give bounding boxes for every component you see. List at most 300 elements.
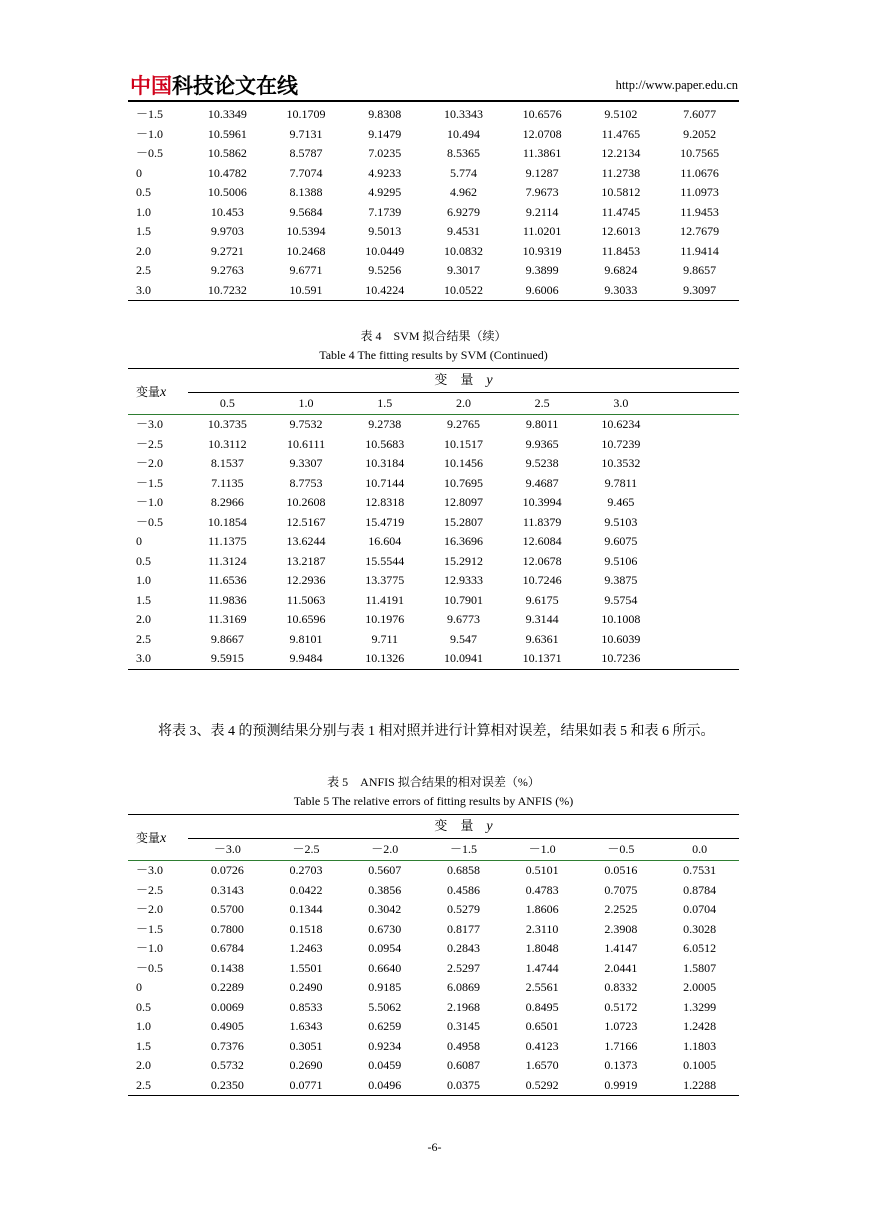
table-row [128,571,739,591]
table-cell: 0.2289 [210,980,244,994]
table-cell: 10.1371 [503,649,582,669]
table-cell: 10.6039 [601,631,641,646]
table-cell: 9.3017 [446,263,480,277]
table-row [128,261,739,281]
table-cell: 9.5684 [289,204,323,219]
table-cell [660,571,739,591]
table-cell: 9.5915 [188,649,267,669]
table-cell: 12.0678 [522,553,562,568]
table-cell: 0.0069 [210,999,244,1014]
table-cell: 1.8048 [525,941,559,955]
table-row [128,281,739,301]
table-row [128,959,739,979]
table-cell: 9.9484 [267,649,346,669]
table4-y-label: 变 量 y [188,369,739,393]
table-cell: 0.6730 [368,921,402,936]
table-cell: 0.8533 [289,999,323,1014]
table-cell: 10.7901 [443,592,483,607]
table-cell: 1.7166 [604,1038,638,1053]
table-cell: 9.7532 [289,417,323,431]
table-cell: 10.1976 [365,612,405,626]
header-url[interactable]: http://www.paper.edu.cn [615,78,738,92]
table-cell: 9.2763 [210,263,244,277]
column-header: 1.5 [345,393,424,415]
row-x-value: －3.0 [136,417,164,431]
table-cell: 2.1968 [446,999,480,1014]
table-cell: 0.3028 [683,921,717,936]
row-x-value: 0.5 [136,999,151,1014]
table-cell: 0.5732 [210,1058,244,1072]
table-row [128,610,739,630]
table-cell: 1.1803 [683,1038,717,1053]
table-cell: 11.1375 [208,534,247,548]
table-cell: 0.3145 [446,1019,480,1033]
column-header: 3.0 [582,393,661,415]
table-cell: 9.6771 [289,263,323,277]
table-cell: 8.7753 [289,475,323,490]
row-x-value: －0.5 [136,146,164,160]
row-x-value: 2.0 [136,1058,151,1072]
table-cell: 0.1373 [604,1058,638,1072]
table-cell: 10.5961 [207,126,247,141]
table-cell: 0.5172 [604,999,638,1014]
row-x-value: －2.5 [136,882,164,897]
table-cell: 9.7131 [289,126,323,141]
table-cell: 10.1456 [443,456,483,470]
table-cell: 9.2114 [525,204,559,219]
table-cell: 15.2807 [443,514,483,529]
table-cell: 9.8101 [289,631,323,646]
table-cell: 9.5013 [368,224,402,238]
column-header: －1.0 [503,839,582,861]
row-x-value: －0.5 [136,960,164,975]
table-cell: 0.1005 [683,1058,717,1072]
table-row [128,164,739,184]
table-cell: 9.6361 [525,631,559,646]
table-row [128,1056,739,1076]
table-row [128,474,739,494]
table-cell: 16.604 [368,534,402,548]
table-cell: 12.2134 [601,146,641,160]
table-cell: 0.5700 [210,902,244,916]
table-cell: 9.711 [371,631,399,646]
table-cell: 11.3861 [522,146,562,160]
table-cell: 11.9453 [680,204,719,219]
table-cell: 9.2738 [368,417,402,431]
table-cell: 9.5238 [525,456,559,470]
table-row [128,435,739,455]
table-cell: 10.494 [446,126,480,141]
table-cell: 16.3696 [443,534,483,548]
column-header [660,393,739,415]
table-cell: 12.6013 [601,224,641,238]
table-cell: 10.1517 [443,436,483,451]
table-cell: 10.9319 [522,243,562,258]
table-cell: 0.5292 [503,1076,582,1096]
row-x-value: 0.5 [136,553,151,568]
table-cell: 10.591 [267,281,346,301]
table-cell: 10.7565 [680,146,720,160]
table-cell: 10.1326 [345,649,424,669]
table5-header [128,814,739,861]
row-x-value: 1.5 [136,224,151,238]
table-row [128,552,739,572]
table-cell [660,474,739,494]
table-cell: 9.7811 [604,475,638,490]
table-cell: 1.5501 [289,960,323,975]
table-cell: 12.8318 [365,495,405,509]
column-header: 2.5 [503,393,582,415]
table-cell: 9.3144 [525,612,559,626]
table3-continued [128,105,739,301]
row-x-value: －1.0 [136,941,164,955]
table-row [128,242,739,262]
header-rule [128,100,739,102]
table-cell: 0.9185 [368,980,402,994]
table-cell: 8.1537 [210,456,244,470]
table-cell: 10.1008 [601,612,641,626]
table-row [128,591,739,611]
table-cell: 0.7075 [604,882,638,897]
table-cell: 11.6536 [208,573,247,587]
row-x-value: 0 [136,980,142,994]
table-row [128,978,739,998]
table-row [128,1076,739,1096]
table-cell: 9.8308 [368,107,402,121]
table-cell: 10.3349 [207,107,247,121]
table-cell: 1.8606 [525,902,559,916]
table4-x-label: 变量x [128,369,188,415]
table-cell: 10.5812 [601,185,641,199]
table-cell: 7.0235 [368,146,402,160]
column-header: 0.5 [188,393,267,415]
row-x-value: －0.5 [136,514,164,529]
column-header: －3.0 [188,839,267,861]
table-row [128,881,739,901]
table-cell: 9.1287 [525,165,559,180]
table-row [128,513,739,533]
table-cell: 2.2525 [604,902,638,916]
table-cell: 12.6084 [522,534,562,548]
table-cell [660,532,739,552]
table-cell [660,513,739,533]
row-x-value: 3.0 [128,649,188,669]
table-cell [660,454,739,474]
table-row [128,1037,739,1057]
table-cell: 11.4765 [601,126,641,141]
table-cell: 9.5102 [604,107,638,121]
table4-body [128,415,739,670]
table4-caption-en: Table 4 The fitting results by SVM (Continued) [319,348,548,362]
table-cell: 0.8495 [525,999,559,1014]
table-cell: 0.4905 [210,1019,244,1033]
table-cell: 9.8667 [210,631,244,646]
row-x-value: 2.0 [136,243,151,258]
table-cell: 0.6087 [446,1058,480,1072]
table-cell: 4.9233 [368,165,402,180]
table-cell: 1.6343 [289,1019,323,1033]
table-cell: 1.5807 [683,960,717,975]
table-cell: 2.3110 [525,921,559,936]
table-cell: 12.7679 [680,224,720,238]
row-x-value: 1.0 [136,1019,151,1033]
table-cell: 10.7695 [443,475,483,490]
table-cell: 0.9919 [582,1076,661,1096]
table-cell: 10.2468 [286,243,326,258]
table-cell: 2.5297 [446,960,480,975]
table-cell: 0.8177 [446,921,480,936]
table-cell: 9.465 [607,495,635,509]
table-cell: 10.2608 [286,495,326,509]
table-cell: 9.5106 [604,553,638,568]
table-cell: 9.4687 [525,475,559,490]
table-cell: 10.3532 [601,456,641,470]
table-cell: 1.4147 [604,941,638,955]
table-cell: 0.7376 [210,1038,244,1053]
table-cell: 0.7800 [210,921,244,936]
table-cell: 10.0941 [424,649,503,669]
table-cell: 0.2350 [188,1076,267,1096]
table-cell: 9.3033 [582,281,661,301]
table-cell: 0.4958 [446,1038,480,1053]
table-cell: 0.6640 [368,960,402,975]
table-cell [660,415,739,435]
table-cell: 11.9414 [680,243,719,258]
table-cell: 0.0954 [368,941,402,955]
table-cell: 10.7236 [582,649,661,669]
table-cell: 10.1854 [207,514,247,529]
table-cell: 9.6075 [604,534,638,548]
table-cell: 13.2187 [286,553,326,568]
table-cell: 0.1344 [289,902,323,916]
row-x-value: 1.5 [136,592,151,607]
table-cell: 15.4719 [365,514,405,529]
table-cell: 10.0832 [443,243,483,258]
table-cell: 9.6006 [503,281,582,301]
table-row [128,1017,739,1037]
table-cell: 0.8784 [683,882,717,897]
table-row [128,861,739,881]
table-cell: 6.9279 [446,204,480,219]
table-cell: 10.5006 [207,185,247,199]
table-cell: 15.2912 [443,553,483,568]
table-cell: 1.2428 [683,1019,717,1033]
table-cell: 0.6501 [525,1019,559,1033]
row-x-value: －2.0 [136,456,164,470]
table-cell: 5.5062 [368,999,402,1014]
table-cell: 0.5279 [446,902,480,916]
table-cell: 10.7232 [188,281,267,301]
table-cell: 2.3908 [604,921,638,936]
table-cell: 0.0375 [424,1076,503,1096]
table-cell: 12.5167 [286,514,326,529]
row-x-value: －1.5 [136,921,164,936]
table-cell: 10.3112 [208,436,247,451]
table-row [128,493,739,513]
table-row [128,900,739,920]
table-cell: 0.4586 [446,882,480,897]
table-cell: 11.3124 [208,553,247,568]
table-cell: 9.3307 [289,456,323,470]
table-cell: 9.6175 [525,592,559,607]
column-header: 1.0 [267,393,346,415]
table-row [128,415,739,435]
row-x-value: 2.5 [128,1076,188,1096]
table-cell: 9.8011 [525,417,559,431]
table-cell: 9.3875 [604,573,638,587]
row-x-value: －1.5 [136,475,164,490]
table-cell: 10.0449 [365,243,405,258]
table-cell: 8.2966 [210,495,244,509]
table-cell: 9.2052 [683,126,717,141]
table-cell: 0.6259 [368,1019,402,1033]
table-cell: 9.547 [449,631,477,646]
table-cell: 8.1388 [289,185,323,199]
table-cell: 13.6244 [286,534,326,548]
table-row [128,125,739,145]
table-cell: 2.5561 [525,980,559,994]
table-cell [660,630,739,650]
table-row [128,105,739,125]
table-cell: 10.3994 [522,495,562,509]
table-row [128,203,739,223]
table-cell: 8.5365 [446,146,480,160]
table-cell: 10.3343 [443,107,483,121]
table5-x-label: 变量x [128,815,188,861]
table-cell: 0.3143 [210,882,244,897]
table-cell: 11.8453 [601,243,641,258]
table-cell: 10.3735 [207,417,247,431]
table-row [128,144,739,164]
table-row [128,532,739,552]
row-x-value: －3.0 [136,863,164,877]
column-header: －1.5 [424,839,503,861]
table-cell: 0.4783 [525,882,559,897]
table-cell: 10.0522 [424,281,503,301]
column-header: 0.0 [660,839,739,861]
table-cell: 1.6570 [525,1058,559,1072]
table-cell: 11.3169 [208,612,247,626]
table-cell: 7.9673 [525,185,559,199]
table-cell: 9.5103 [604,514,638,529]
table-cell: 9.2765 [446,417,480,431]
table4-caption-cn: 表 4 SVM 拟合结果（续） [360,329,507,343]
row-x-value: －2.5 [136,436,164,451]
table4-header [128,368,739,415]
table-cell: 10.5683 [365,436,405,451]
table-cell: 12.9333 [443,573,483,587]
row-x-value: －1.5 [136,107,164,121]
table-cell: 1.4744 [525,960,559,975]
table-cell: 10.3184 [365,456,405,470]
row-x-value: 0 [136,534,142,548]
table-cell [660,591,739,611]
row-x-value: 1.0 [136,573,151,587]
column-header: －2.0 [345,839,424,861]
table-cell: 11.2738 [601,165,641,180]
table-cell: 4.962 [449,185,477,199]
table-cell: 9.5754 [604,592,638,607]
row-x-value: －1.0 [136,495,164,509]
row-x-value: 1.5 [136,1038,151,1053]
table-cell: 9.8657 [683,263,717,277]
table-cell: 11.0676 [680,165,719,180]
table-cell: 0.1438 [210,960,244,975]
table-row [128,454,739,474]
table-cell: 2.0005 [683,980,717,994]
table-cell: 9.5256 [368,263,402,277]
table-cell: 11.0973 [680,185,719,199]
row-x-value: －2.0 [136,902,164,916]
table-cell: 7.1135 [211,475,244,490]
table-cell: 0.0771 [267,1076,346,1096]
table-cell: 10.4224 [345,281,424,301]
table-cell: 9.9703 [210,224,244,238]
table-cell: 4.9295 [368,185,402,199]
table-row [128,998,739,1018]
table-cell: 9.9365 [525,436,559,451]
site-logo: 中国科技论文在线 [130,74,298,98]
table-cell: 9.3097 [660,281,739,301]
table-cell: 12.0708 [522,126,562,141]
table-cell: 10.7144 [365,475,405,490]
table-row [128,222,739,242]
table-cell: 0.2690 [289,1058,323,1072]
table-cell: 10.453 [210,204,244,219]
row-x-value: 3.0 [128,281,188,301]
table-cell: 0.3856 [368,882,402,897]
row-x-value: 2.5 [136,263,151,277]
table-cell: 0.0726 [210,863,244,877]
table-cell: 10.6596 [286,612,326,626]
row-x-value: －1.0 [136,126,164,141]
table-cell: 7.6077 [683,107,717,121]
table-cell: 10.5862 [207,146,247,160]
table-cell: 5.774 [449,165,477,180]
table-cell: 9.3899 [525,263,559,277]
table-cell: 12.8097 [443,495,483,509]
table-cell: 0.0516 [604,863,638,877]
table-row [128,939,739,959]
table-cell: 0.5101 [525,863,559,877]
table-cell: 6.0869 [446,980,480,994]
table-cell: 0.4123 [525,1038,559,1053]
table-cell: 0.5607 [368,863,402,877]
table-cell: 1.3299 [683,999,717,1014]
table-cell: 0.0496 [345,1076,424,1096]
table-row [128,630,739,650]
table5-caption-cn: 表 5 ANFIS 拟合结果的相对误差（%） [327,775,540,789]
table-cell: 10.6234 [601,417,641,431]
table-cell: 1.2463 [289,941,323,955]
table-cell: 6.0512 [683,941,717,955]
table-cell: 0.0459 [368,1058,402,1072]
row-x-value: 0 [136,165,142,180]
table-cell: 10.7239 [601,436,641,451]
table-cell: 0.3042 [368,902,402,916]
table-cell: 2.0441 [604,960,638,975]
table5-body [128,861,739,1096]
table5-caption-en: Table 5 The relative errors of fitting results by ANFIS (%) [293,794,574,808]
table-cell: 0.6784 [210,941,244,955]
column-header: －0.5 [582,839,661,861]
table-cell: 11.8379 [522,514,562,529]
table-cell [660,649,739,669]
page-number: -6- [427,1140,442,1154]
table-cell: 13.3775 [365,573,405,587]
table-cell: 0.8332 [604,980,638,994]
body-paragraph: 将表 3、表 4 的预测结果分别与表 1 相对照并进行计算相对误差，结果如表 5 和表 6 所示。 [158,724,715,739]
